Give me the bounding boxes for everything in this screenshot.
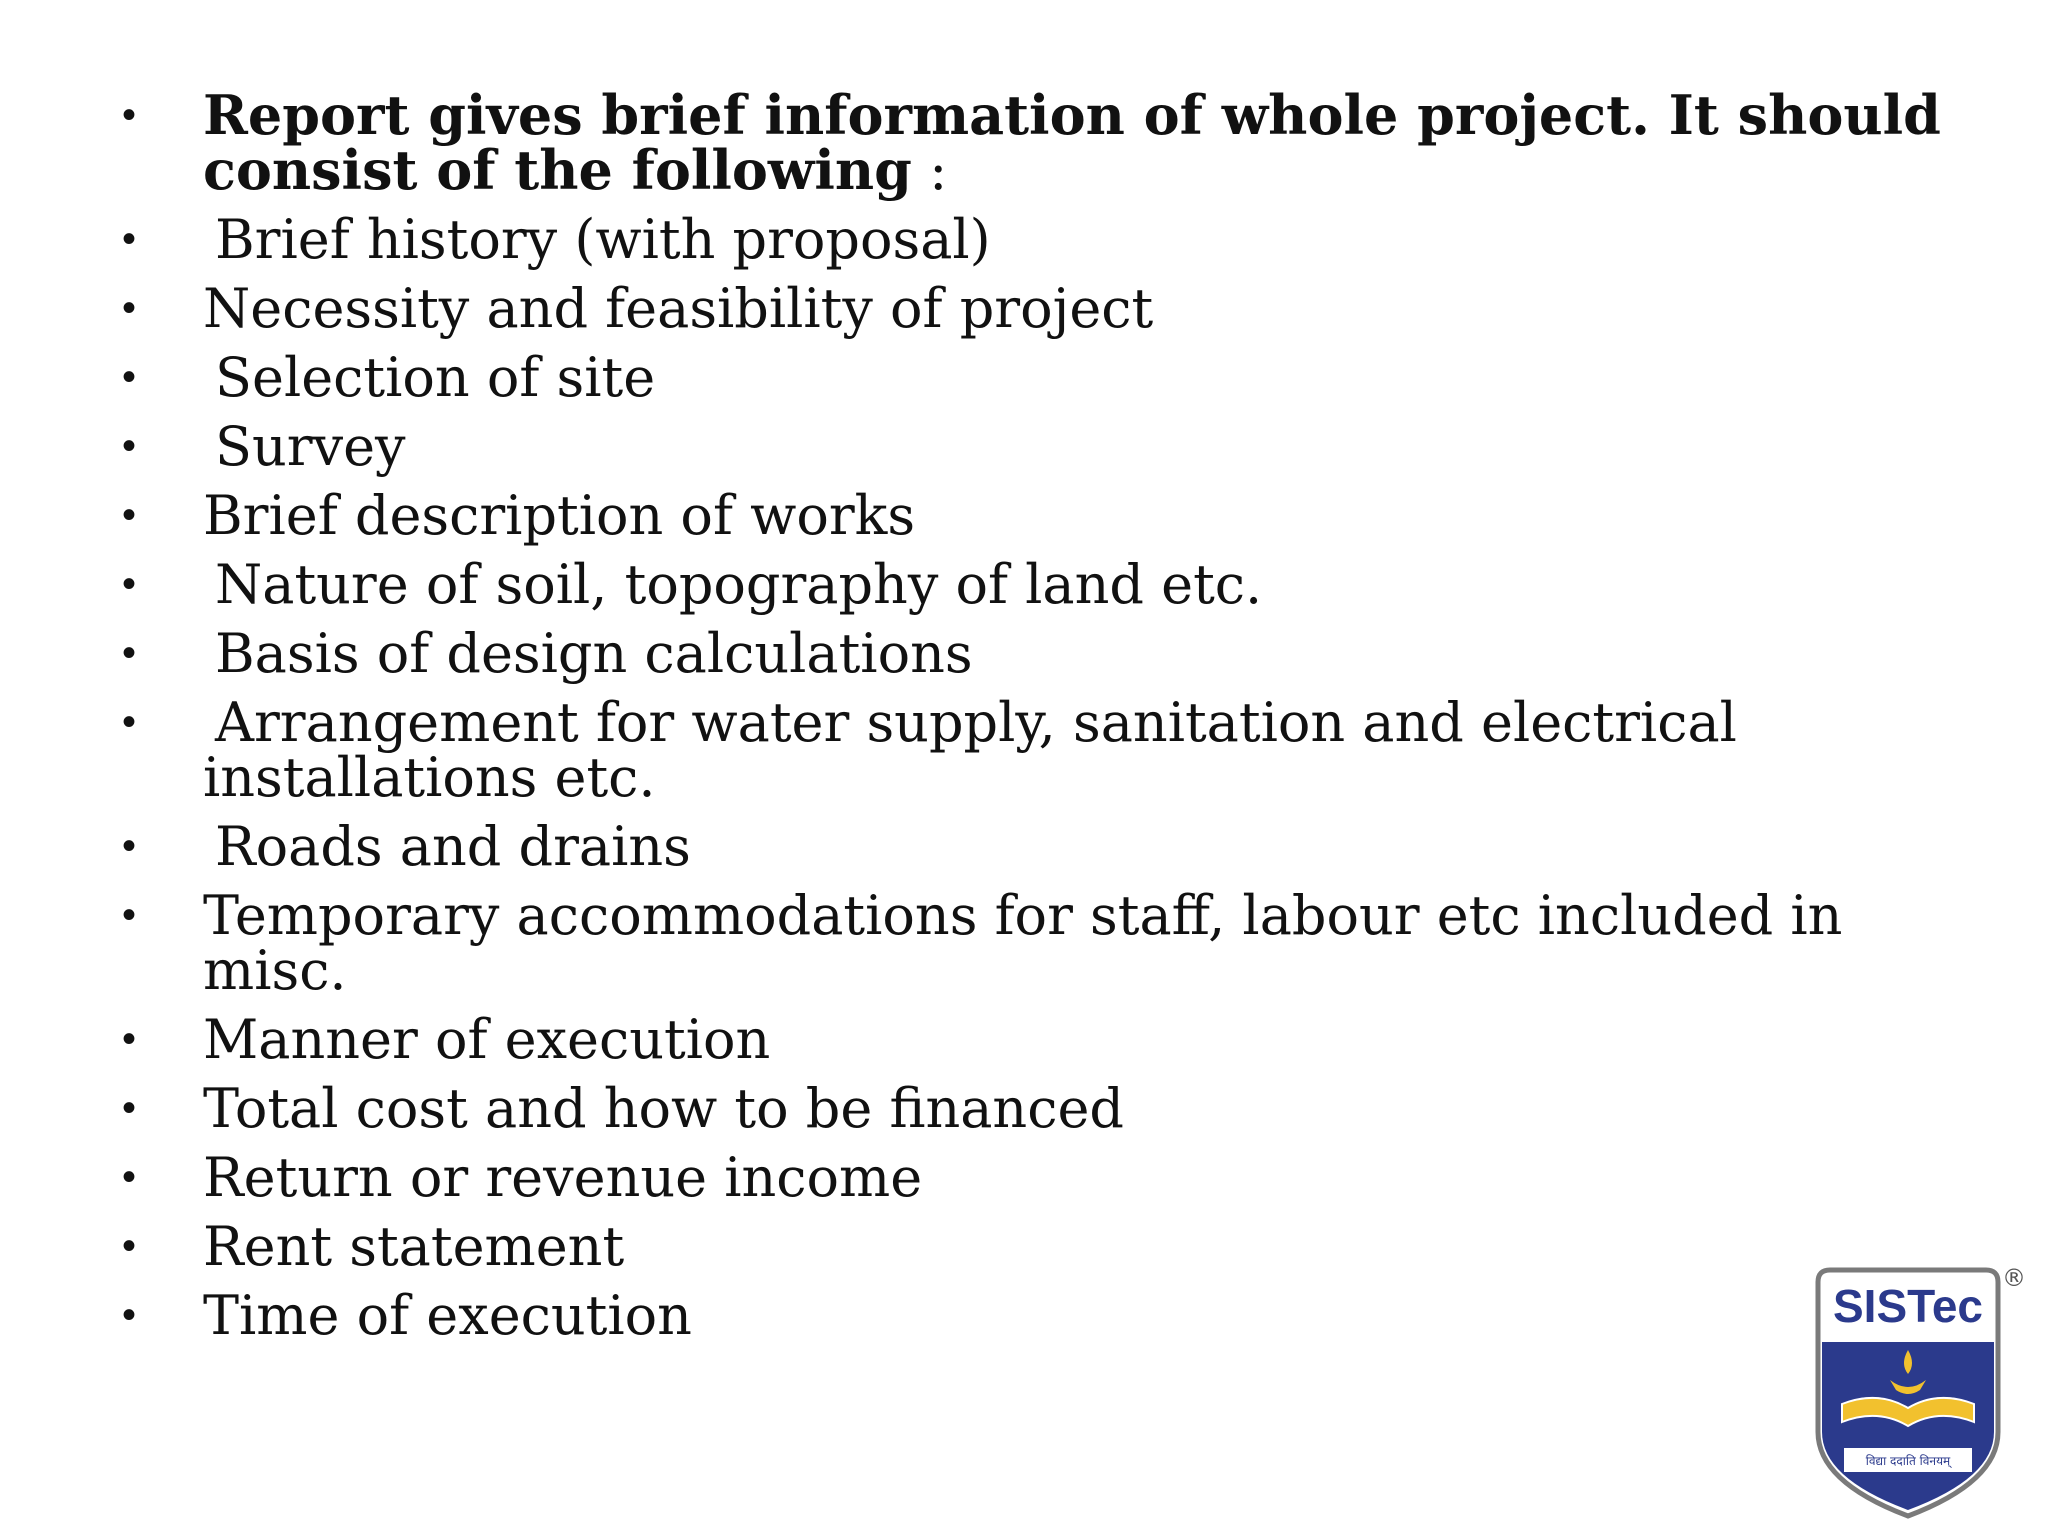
intro-text [203,84,1941,202]
list-item [118,1008,1968,1071]
list-item [118,346,1968,409]
list-item-text: Necessity and feasibility of project [203,277,1154,340]
list-item [118,1284,1968,1347]
list-item [118,815,1968,878]
list-item-text: Total cost and how to be financed [203,1077,1124,1140]
list-item-text: Time of execution [203,1284,692,1347]
list-item [118,208,1968,271]
bullet-icon: • [122,700,137,744]
logo-motto: विद्या ददाति विनयम् [1865,1454,1951,1468]
list-item [118,691,1968,809]
list-item-text: Return or revenue income [203,1146,923,1209]
list-item-text: Arrangement for water supply, sanitation and electrical installations etc. [203,691,1737,809]
bullet-icon: • [122,824,137,868]
list-item-text: Basis of design calculations [215,622,973,685]
list-item [118,553,1968,616]
bullet-icon: • [122,286,137,330]
list-item [118,622,1968,685]
bullet-icon: • [122,93,137,137]
bullet-icon: • [122,1086,137,1130]
bullet-icon: • [122,493,137,537]
bullet-icon: • [122,631,137,675]
bullet-icon: • [122,424,137,468]
bullet-icon: • [122,1224,137,1268]
list-item-text: Selection of site [215,346,656,409]
registered-mark-icon: ® [2002,1264,2026,1292]
list-item [118,1077,1968,1140]
bullet-list [118,83,1968,1357]
list-item [118,884,1968,1002]
bullet-icon: • [122,217,137,261]
list-item-text: Roads and drains [215,815,691,878]
list-item-text: Nature of soil, topography of land etc. [215,553,1263,616]
list-item [118,1146,1968,1209]
bullet-icon: • [122,355,137,399]
list-item-text: Brief description of works [203,484,916,547]
list-item [118,415,1968,478]
bullet-icon: • [122,562,137,606]
bullet-icon: • [122,1017,137,1061]
bullet-icon: • [122,1293,137,1337]
bullet-icon: • [122,1155,137,1199]
list-item-text: Manner of execution [203,1008,771,1071]
intro-suffix: : [911,139,948,202]
sistec-logo [1808,1262,2028,1522]
bullet-icon: • [122,893,137,937]
list-item-text: Rent statement [203,1215,625,1278]
list-item [118,1215,1968,1278]
list-item-text: Brief history (with proposal) [215,208,991,271]
list-item [118,484,1968,547]
intro-bullet [118,83,1968,202]
list-item [118,277,1968,340]
intro-bold-text: Report gives brief information of whole project. It should consist of the following [203,83,1941,202]
list-item-text: Survey [215,415,406,478]
list-item-text: Temporary accommodations for staff, labour etc included in misc. [203,884,1843,1002]
logo-name: SISTec [1833,1280,1983,1332]
